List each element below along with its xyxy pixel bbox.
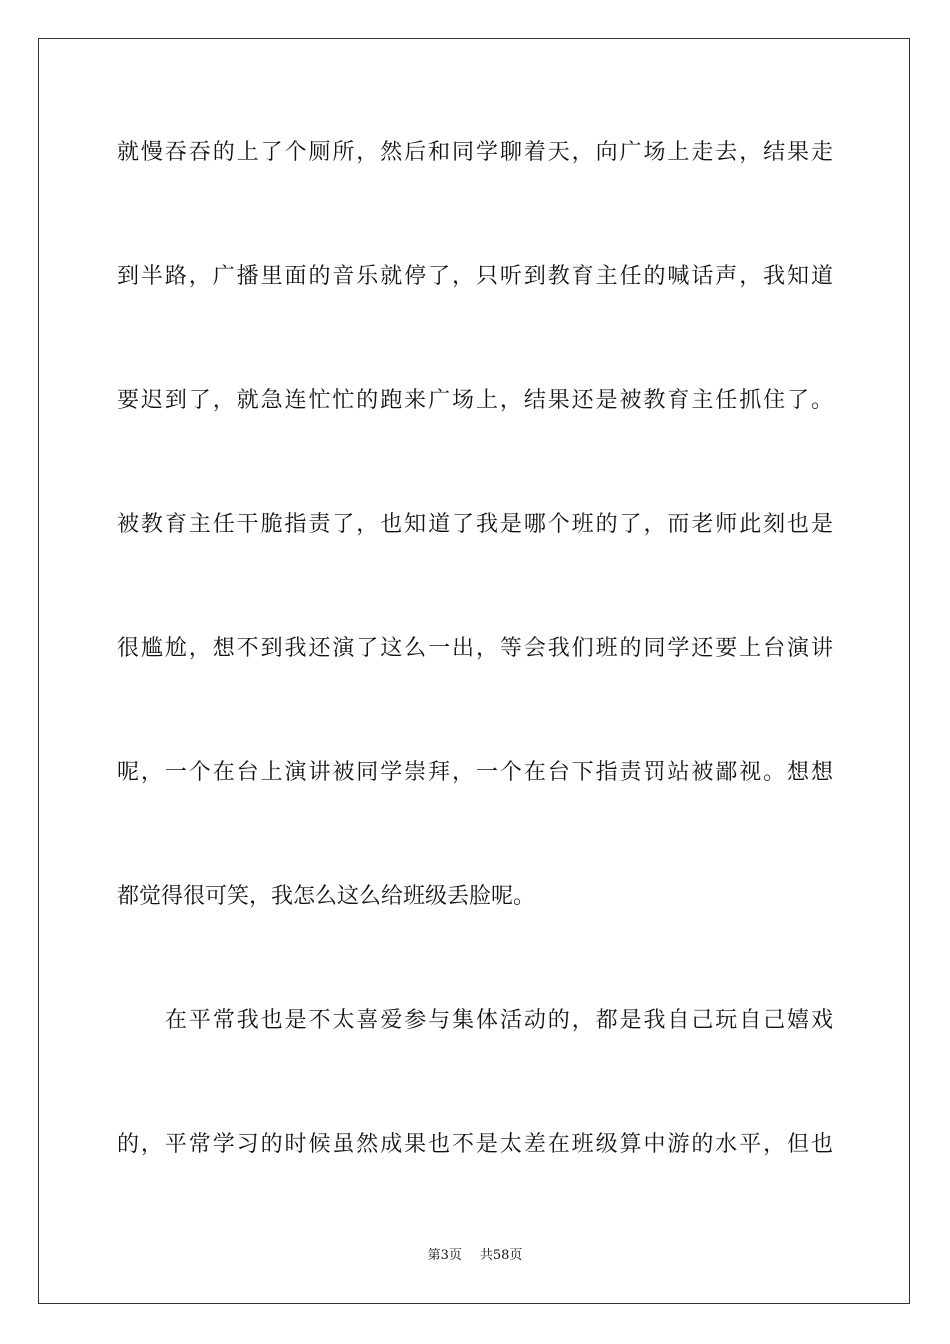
text-line-7: 都觉得很可笑，我怎么这么给班级丢脸呢。 xyxy=(117,884,536,909)
text-line-3: 要迟到了，就急连忙忙的跑来广场上，结果还是被教育主任抓住了。 xyxy=(117,388,833,413)
text-line-9: 的，平常学习的时候虽然成果也不是太差在班级算中游的水平，但也 xyxy=(117,1132,833,1157)
text-line-1: 就慢吞吞的上了个厕所，然后和同学聊着天，向广场上走去，结果走 xyxy=(117,140,833,165)
page-total: 共58页 xyxy=(479,1248,523,1263)
page-number: 第3页 xyxy=(427,1248,462,1263)
text-line-6: 呢，一个在台上演讲被同学崇拜，一个在台下指责罚站被鄙视。想想 xyxy=(117,760,833,785)
text-line-5: 很尴尬，想不到我还演了这么一出，等会我们班的同学还要上台演讲 xyxy=(117,636,833,661)
page-footer xyxy=(0,1247,950,1265)
text-line-2: 到半路，广播里面的音乐就停了，只听到教育主任的喊话声，我知道 xyxy=(117,264,833,289)
text-line-8: 在平常我也是不太喜爱参与集体活动的，都是我自己玩自己嬉戏 xyxy=(165,1008,833,1033)
page-border xyxy=(38,38,910,1304)
text-line-4: 被教育主任干脆指责了，也知道了我是哪个班的了，而老师此刻也是 xyxy=(117,512,833,537)
